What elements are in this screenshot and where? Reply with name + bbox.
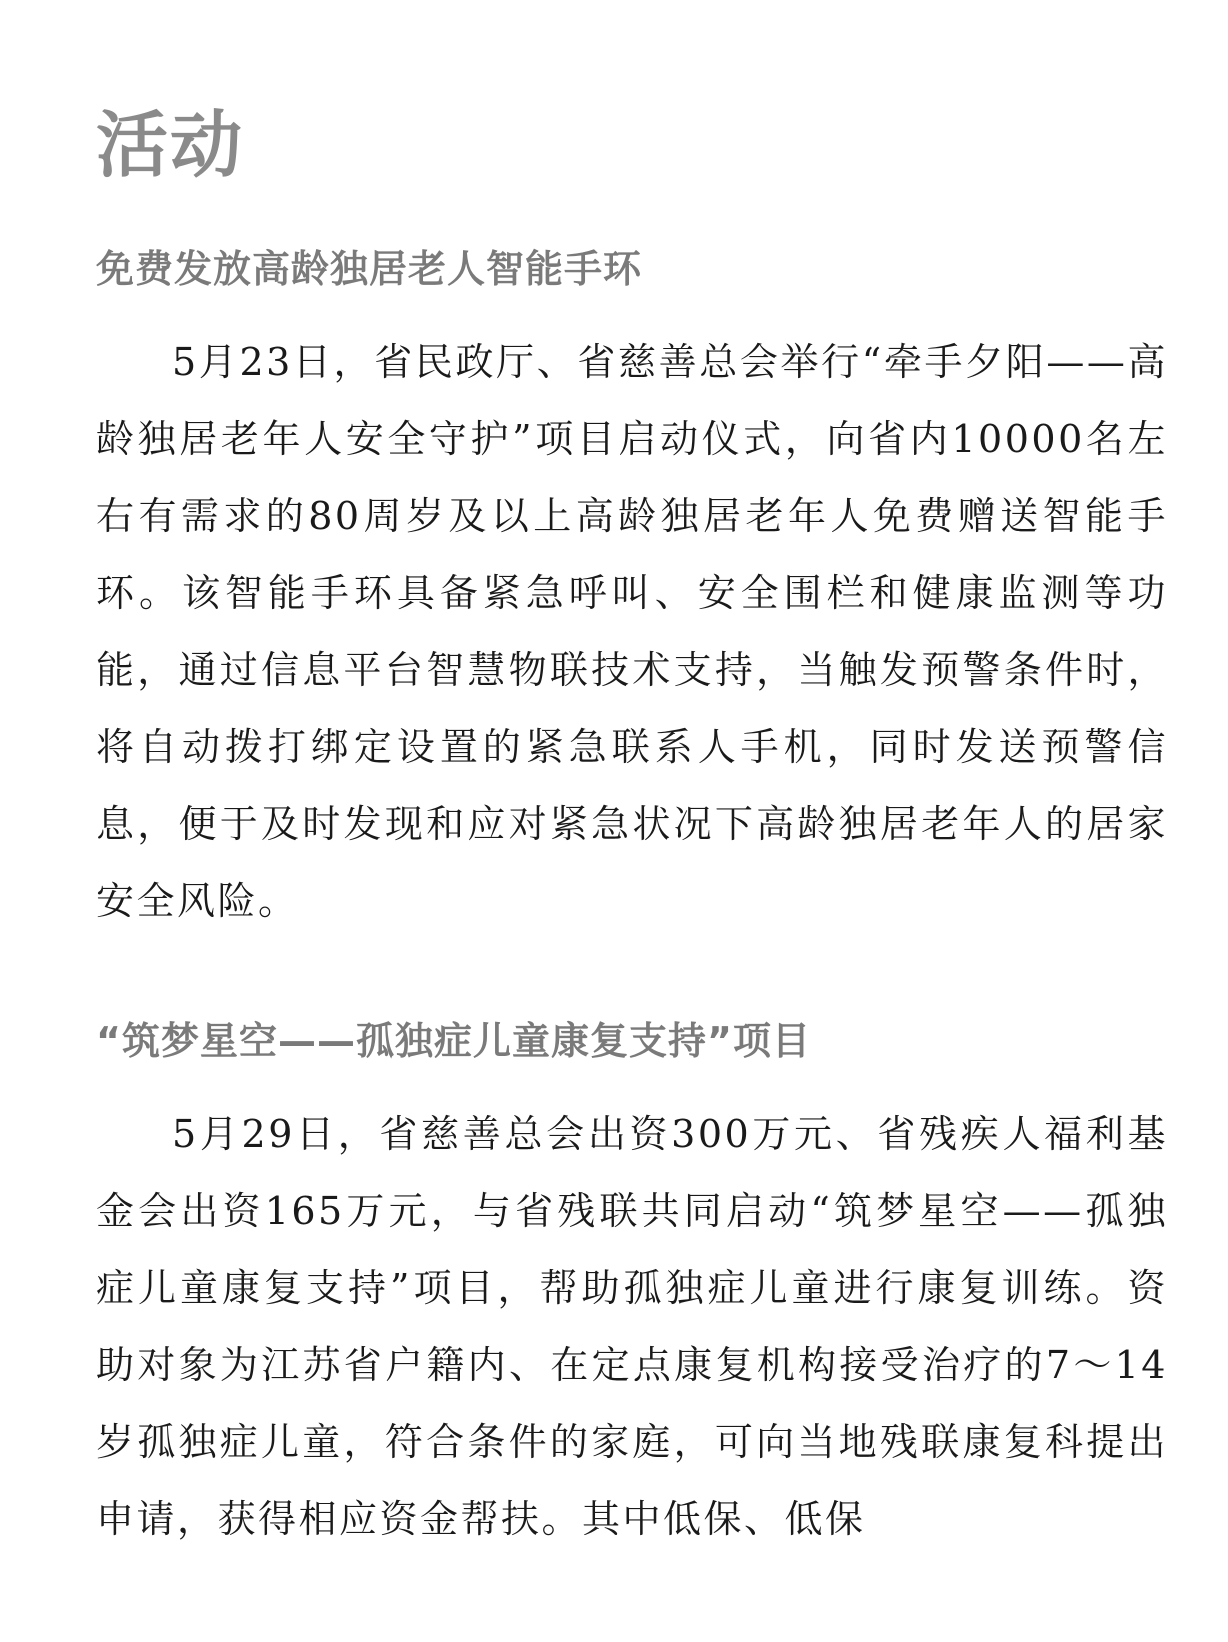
article-title: 免费发放高龄独居老人智能手环 <box>96 247 643 291</box>
article-title: “筑梦星空——孤独症儿童康复支持”项目 <box>96 1019 811 1063</box>
article-body: 5月29日，省慈善总会出资300万元、省残疾人福利基金会出资165万元，与省残联共同启动“筑梦星空——孤独症儿童康复支持”项目，帮助孤独症儿童进行康复训练。资助对象为江苏省户籍内、在定点康复机构接受治疗的7～14岁孤独症儿童，符合条件的家庭，可向当地残联康复科提出申请，获得相应资金帮扶。其中低保、低保 <box>96 1112 1168 1541</box>
section-title: 活动 <box>96 103 245 187</box>
article-smart-bracelet <box>96 240 1168 940</box>
article-autism-support <box>96 1012 1168 1558</box>
article-body: 5月23日，省民政厅、省慈善总会举行“牵手夕阳——高龄独居老年人安全守护”项目启动仪式，向省内10000名左右有需求的80周岁及以上高龄独居老年人免费赠送智能手环。该智能手环具备紧急呼叫、安全围栏和健康监测等功能，通过信息平台智慧物联技术支持，当触发预警条件时，将自动拨打绑定设置的紧急联系人手机，同时发送预警信息，便于及时发现和应对紧急状况下高龄独居老年人的居家安全风险。 <box>96 340 1168 923</box>
